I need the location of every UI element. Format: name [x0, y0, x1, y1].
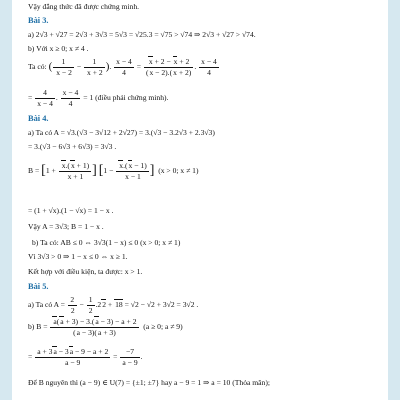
bai5-d: Để B nguyên thì (a − 9) ∈ U(7) = {±1; ±7} hay a − 9 = 1 ⇒ a = 10 (Thỏa mãn);	[28, 378, 270, 387]
bai5-b-result: = $\frac{a + 3a - 3a - 9 - a + 2}{a - 9}$ = $\frac{-7}{a - 9}$ .	[28, 347, 143, 367]
heading-bai-5: Bài 5.	[28, 282, 49, 291]
bai3-part-b-head: b) Với x ≥ 0; x ≠ 4 .	[28, 44, 89, 53]
bai5-b-expression: b) B = $\frac{a(a + 3) - 3.(a - 3) - a + 2}{(a - 3)(a + 3)}$ (a ≥ 0; a ≠ 9)	[28, 317, 183, 337]
bai4-a-line1: a) Ta có A = √3.(√3 − 3√12 + 2√27) = 3.(√3 − 3.2√3 + 2.3√3)	[28, 128, 215, 137]
ta-co-label: Ta có:	[28, 61, 47, 71]
bai5-a: a) Ta có A = $\frac{2}{2}$ − $\frac{1}{2}$ .22 + 18 = √2 − √2 + 3√2 = 3√2 .	[28, 295, 199, 315]
bai4-conclusion: Vậy A = 3√3; B = 1 − x .	[28, 222, 104, 231]
bai4-b-condition: (x > 0; x ≠ 1)	[158, 165, 199, 175]
document-page	[12, 0, 388, 400]
bai3-result: = $\frac{4}{x - 4}$ . $\frac{x - 4}{4}$ = 1 (điều phải chứng minh).	[28, 88, 169, 108]
heading-bai-3: Bài 3.	[28, 16, 49, 25]
bai4-b-expression: B = [1 + $\frac{x.(x + 1)}{x + 1}$ ] [1 − $\frac{x.(x - 1)}{x - 1}$ ] (x > 0; x ≠ 1)	[28, 161, 199, 181]
bai5-b-condition: (a ≥ 0; a ≠ 9)	[143, 321, 183, 331]
bai4-a-line2: = 3.(√3 − 6√3 + 6√3) = 3√3 .	[28, 142, 117, 151]
intro-line: Vậy đẳng thức đã được chứng minh.	[28, 2, 140, 11]
bai3-part-b-expression: Ta có: ( $\frac{1}{x - 2}$ − $\frac{1}{x + 2}$ ). $\frac{x - 4}{4}$ = $\frac{x + 2 - x + 2}{(x - 2).(x + 2)}$ . $\frac{x - 4}{4}$	[28, 57, 217, 77]
bai4-c-line2: Vì 3√3 > 0 ⇒ 1 − x ≤ 0 ⇔ x ≥ 1.	[28, 252, 128, 261]
bai4-c-line3: Kết hợp với điều kiện, ta được: x > 1.	[28, 267, 143, 276]
bai3-part-a: a) 2√3 + √27 = 2√3 + 3√3 = 5√3 = √25.3 = √75 > √74 ⇒ 2√3 + √27 > √74.	[28, 30, 256, 39]
bai4-c-line1: b) Ta có: AB ≤ 0 ⇔ 3√3(1 − x) ≤ 0 (x > 0; x ≠ 1)	[32, 238, 181, 247]
bai4-b-result: = (1 + √x).(1 − √x) = 1 − x .	[28, 206, 114, 215]
heading-bai-4: Bài 4.	[28, 114, 49, 123]
